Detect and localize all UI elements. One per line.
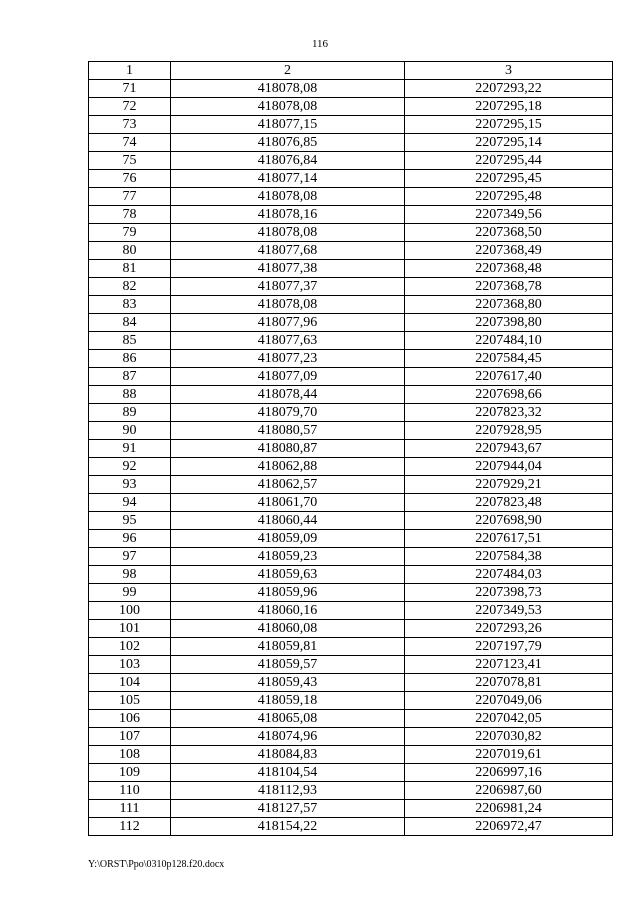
y-coordinate-cell: 2207349,56: [405, 206, 613, 224]
point-number-cell: 91: [89, 440, 171, 458]
y-coordinate-cell: 2206972,47: [405, 818, 613, 836]
y-coordinate-cell: 2207823,32: [405, 404, 613, 422]
point-number-cell: 79: [89, 224, 171, 242]
point-number-cell: 96: [89, 530, 171, 548]
table-row: [89, 548, 613, 566]
y-coordinate-cell: 2207295,48: [405, 188, 613, 206]
y-coordinate-cell: 2207617,40: [405, 368, 613, 386]
table-row: [89, 368, 613, 386]
table-row: [89, 602, 613, 620]
point-number-cell: 75: [89, 152, 171, 170]
point-number-cell: 80: [89, 242, 171, 260]
point-number-cell: 72: [89, 98, 171, 116]
y-coordinate-cell: 2207698,90: [405, 512, 613, 530]
point-number-cell: 82: [89, 278, 171, 296]
table-row: [89, 296, 613, 314]
x-coordinate-cell: 418078,08: [171, 98, 405, 116]
point-number-cell: 97: [89, 548, 171, 566]
x-coordinate-cell: 418154,22: [171, 818, 405, 836]
table-row: [89, 224, 613, 242]
x-coordinate-cell: 418061,70: [171, 494, 405, 512]
point-number-cell: 103: [89, 656, 171, 674]
y-coordinate-cell: 2207123,41: [405, 656, 613, 674]
table-row: [89, 746, 613, 764]
y-coordinate-cell: 2207368,80: [405, 296, 613, 314]
table-row: [89, 674, 613, 692]
y-coordinate-cell: 2207398,73: [405, 584, 613, 602]
page-number: 116: [311, 38, 329, 50]
table-row: [89, 728, 613, 746]
x-coordinate-cell: 418059,18: [171, 692, 405, 710]
point-number-cell: 88: [89, 386, 171, 404]
table-row: [89, 584, 613, 602]
y-coordinate-cell: 2207293,22: [405, 80, 613, 98]
x-coordinate-cell: 418078,16: [171, 206, 405, 224]
x-coordinate-cell: 418060,16: [171, 602, 405, 620]
y-coordinate-cell: 2207030,82: [405, 728, 613, 746]
table-row: [89, 638, 613, 656]
y-coordinate-cell: 2207295,44: [405, 152, 613, 170]
y-coordinate-cell: 2207197,79: [405, 638, 613, 656]
x-coordinate-cell: 418077,38: [171, 260, 405, 278]
y-coordinate-cell: 2207928,95: [405, 422, 613, 440]
y-coordinate-cell: 2207484,10: [405, 332, 613, 350]
point-number-cell: 87: [89, 368, 171, 386]
table-row: [89, 566, 613, 584]
y-coordinate-cell: 2207368,49: [405, 242, 613, 260]
x-coordinate-cell: 418077,15: [171, 116, 405, 134]
y-coordinate-cell: 2207349,53: [405, 602, 613, 620]
point-number-cell: 94: [89, 494, 171, 512]
table-row: [89, 512, 613, 530]
y-coordinate-cell: 2207078,81: [405, 674, 613, 692]
table-row: [89, 404, 613, 422]
table-row: [89, 278, 613, 296]
y-coordinate-cell: 2207293,26: [405, 620, 613, 638]
y-coordinate-cell: 2207823,48: [405, 494, 613, 512]
point-number-cell: 71: [89, 80, 171, 98]
point-number-cell: 98: [89, 566, 171, 584]
y-coordinate-cell: 2207368,50: [405, 224, 613, 242]
table-row: [89, 98, 613, 116]
y-coordinate-cell: 2207368,78: [405, 278, 613, 296]
table-row: [89, 620, 613, 638]
point-number-cell: 110: [89, 782, 171, 800]
point-number-cell: 74: [89, 134, 171, 152]
x-coordinate-cell: 418059,81: [171, 638, 405, 656]
table-row: [89, 260, 613, 278]
table-row: [89, 530, 613, 548]
column-header-1: 1: [89, 62, 171, 80]
point-number-cell: 95: [89, 512, 171, 530]
table-row: [89, 422, 613, 440]
x-coordinate-cell: 418077,68: [171, 242, 405, 260]
table-row: [89, 692, 613, 710]
table-row: [89, 800, 613, 818]
y-coordinate-cell: 2207295,18: [405, 98, 613, 116]
x-coordinate-cell: 418059,57: [171, 656, 405, 674]
table-row: [89, 206, 613, 224]
y-coordinate-cell: 2207484,03: [405, 566, 613, 584]
point-number-cell: 107: [89, 728, 171, 746]
point-number-cell: 92: [89, 458, 171, 476]
y-coordinate-cell: 2207368,48: [405, 260, 613, 278]
point-number-cell: 81: [89, 260, 171, 278]
x-coordinate-cell: 418077,96: [171, 314, 405, 332]
table-row: [89, 332, 613, 350]
x-coordinate-cell: 418084,83: [171, 746, 405, 764]
point-number-cell: 76: [89, 170, 171, 188]
table-header: [89, 62, 613, 80]
point-number-cell: 90: [89, 422, 171, 440]
x-coordinate-cell: 418078,44: [171, 386, 405, 404]
table-row: [89, 782, 613, 800]
x-coordinate-cell: 418079,70: [171, 404, 405, 422]
table-row: [89, 314, 613, 332]
coordinates-table: [88, 61, 613, 836]
table-row: [89, 710, 613, 728]
x-coordinate-cell: 418076,85: [171, 134, 405, 152]
x-coordinate-cell: 418059,96: [171, 584, 405, 602]
point-number-cell: 89: [89, 404, 171, 422]
y-coordinate-cell: 2207944,04: [405, 458, 613, 476]
x-coordinate-cell: 418077,23: [171, 350, 405, 368]
point-number-cell: 106: [89, 710, 171, 728]
point-number-cell: 104: [89, 674, 171, 692]
y-coordinate-cell: 2207295,45: [405, 170, 613, 188]
x-coordinate-cell: 418077,63: [171, 332, 405, 350]
table-row: [89, 134, 613, 152]
table-row: [89, 494, 613, 512]
table-row: [89, 116, 613, 134]
x-coordinate-cell: 418077,09: [171, 368, 405, 386]
y-coordinate-cell: 2207295,15: [405, 116, 613, 134]
y-coordinate-cell: 2207398,80: [405, 314, 613, 332]
y-coordinate-cell: 2207295,14: [405, 134, 613, 152]
y-coordinate-cell: 2207943,67: [405, 440, 613, 458]
x-coordinate-cell: 418059,63: [171, 566, 405, 584]
column-header-3: 3: [405, 62, 613, 80]
x-coordinate-cell: 418060,44: [171, 512, 405, 530]
x-coordinate-cell: 418078,08: [171, 224, 405, 242]
table-row: [89, 656, 613, 674]
y-coordinate-cell: 2206997,16: [405, 764, 613, 782]
y-coordinate-cell: 2206987,60: [405, 782, 613, 800]
table-row: [89, 242, 613, 260]
table-row: [89, 80, 613, 98]
table-row: [89, 764, 613, 782]
x-coordinate-cell: 418059,43: [171, 674, 405, 692]
x-coordinate-cell: 418074,96: [171, 728, 405, 746]
x-coordinate-cell: 418077,14: [171, 170, 405, 188]
point-number-cell: 100: [89, 602, 171, 620]
point-number-cell: 84: [89, 314, 171, 332]
table-row: [89, 440, 613, 458]
y-coordinate-cell: 2207584,38: [405, 548, 613, 566]
point-number-cell: 105: [89, 692, 171, 710]
x-coordinate-cell: 418065,08: [171, 710, 405, 728]
x-coordinate-cell: 418077,37: [171, 278, 405, 296]
column-header-2: 2: [171, 62, 405, 80]
y-coordinate-cell: 2207019,61: [405, 746, 613, 764]
x-coordinate-cell: 418078,08: [171, 188, 405, 206]
point-number-cell: 78: [89, 206, 171, 224]
table-row: [89, 350, 613, 368]
x-coordinate-cell: 418078,08: [171, 80, 405, 98]
x-coordinate-cell: 418062,88: [171, 458, 405, 476]
table-row: [89, 170, 613, 188]
x-coordinate-cell: 418112,93: [171, 782, 405, 800]
x-coordinate-cell: 418080,57: [171, 422, 405, 440]
y-coordinate-cell: 2207617,51: [405, 530, 613, 548]
point-number-cell: 85: [89, 332, 171, 350]
x-coordinate-cell: 418059,09: [171, 530, 405, 548]
point-number-cell: 73: [89, 116, 171, 134]
point-number-cell: 112: [89, 818, 171, 836]
x-coordinate-cell: 418078,08: [171, 296, 405, 314]
point-number-cell: 83: [89, 296, 171, 314]
point-number-cell: 109: [89, 764, 171, 782]
footer-file-path: Y:\ORST\Ppo\0310p128.f20.docx: [88, 859, 225, 870]
y-coordinate-cell: 2207929,21: [405, 476, 613, 494]
point-number-cell: 77: [89, 188, 171, 206]
x-coordinate-cell: 418059,23: [171, 548, 405, 566]
y-coordinate-cell: 2207049,06: [405, 692, 613, 710]
table-row: [89, 386, 613, 404]
point-number-cell: 101: [89, 620, 171, 638]
point-number-cell: 111: [89, 800, 171, 818]
table-row: [89, 188, 613, 206]
point-number-cell: 102: [89, 638, 171, 656]
point-number-cell: 99: [89, 584, 171, 602]
y-coordinate-cell: 2206981,24: [405, 800, 613, 818]
y-coordinate-cell: 2207698,66: [405, 386, 613, 404]
table-row: [89, 458, 613, 476]
x-coordinate-cell: 418080,87: [171, 440, 405, 458]
x-coordinate-cell: 418062,57: [171, 476, 405, 494]
point-number-cell: 108: [89, 746, 171, 764]
table-row: [89, 476, 613, 494]
table-row: [89, 818, 613, 836]
table-row: [89, 152, 613, 170]
header-row: [89, 62, 613, 80]
x-coordinate-cell: 418076,84: [171, 152, 405, 170]
x-coordinate-cell: 418127,57: [171, 800, 405, 818]
table-body: [89, 80, 613, 836]
y-coordinate-cell: 2207584,45: [405, 350, 613, 368]
point-number-cell: 86: [89, 350, 171, 368]
point-number-cell: 93: [89, 476, 171, 494]
y-coordinate-cell: 2207042,05: [405, 710, 613, 728]
x-coordinate-cell: 418104,54: [171, 764, 405, 782]
x-coordinate-cell: 418060,08: [171, 620, 405, 638]
